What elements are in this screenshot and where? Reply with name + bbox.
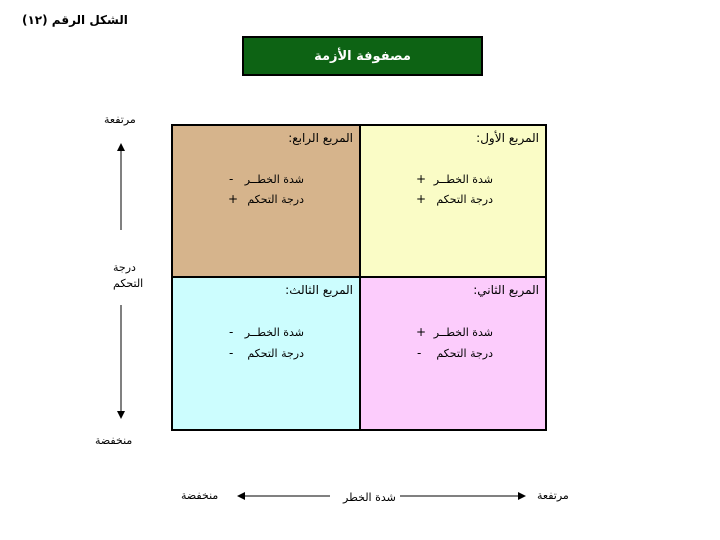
y-axis-high-label: مرتفعة [104,113,136,126]
risk-severity-label: شدة الخطــر [244,326,304,339]
quadrant-title: المربع الثاني: [473,283,539,297]
risk-severity-sign: + [416,325,427,339]
quadrant-title: المربع الثالث: [285,283,353,297]
y-axis-title-line1: درجة [113,261,136,274]
risk-severity-label: شدة الخطــر [244,173,304,186]
quadrant-title: المربع الرابع: [288,131,353,145]
control-degree-sign: - [417,346,422,360]
x-axis-high-label: مرتفعة [537,489,569,502]
diagram-title: مصفوفة الأزمة [242,36,483,76]
control-degree-sign: + [416,192,427,206]
control-degree-label: درجة التحكم [247,193,304,206]
x-axis-low-label: منخفضة [181,489,219,502]
risk-severity-sign: - [229,172,234,186]
control-degree-sign: + [228,192,239,206]
control-degree-label: درجة التحكم [247,347,304,360]
y-axis-low-label: منخفضة [95,434,133,447]
risk-severity-label: شدة الخطــر [433,173,493,186]
risk-severity-label: شدة الخطــر [433,326,493,339]
control-degree-label: درجة التحكم [436,193,493,206]
control-degree-label: درجة التحكم [436,347,493,360]
x-axis-title: شدة الخطر [343,491,396,504]
y-axis-title-line2: التحكم [113,277,144,290]
quadrant-title: المربع الأول: [476,131,539,145]
figure-label: الشكل الرقم (١٢) [22,13,128,27]
risk-severity-sign: - [229,325,234,339]
risk-severity-sign: + [416,172,427,186]
control-degree-sign: - [229,346,234,360]
